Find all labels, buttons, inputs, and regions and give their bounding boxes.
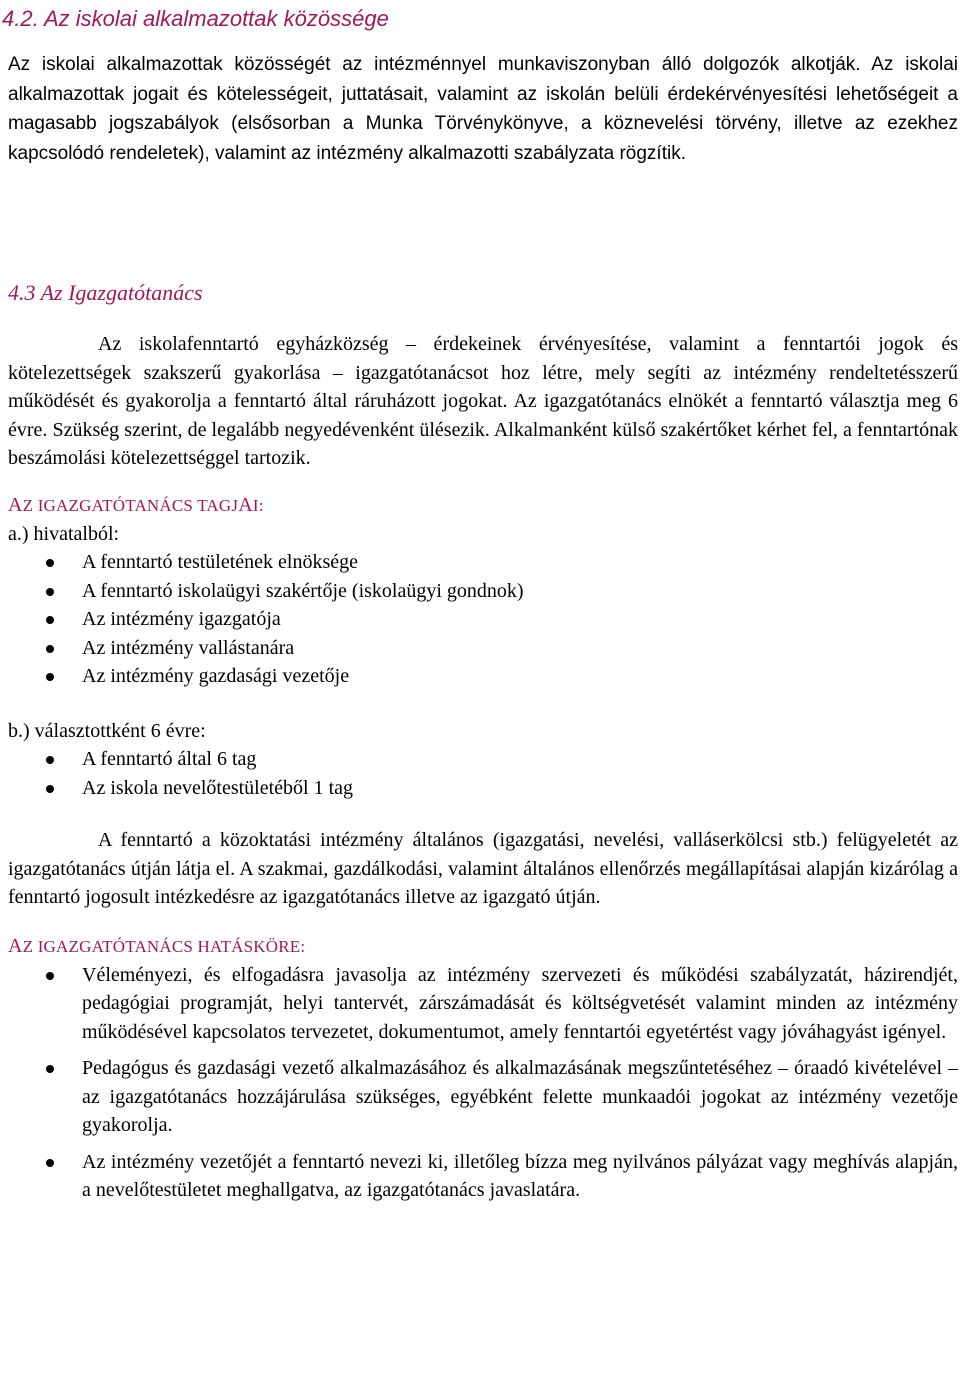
powers-heading-end: : bbox=[300, 936, 306, 956]
bullet-icon bbox=[46, 972, 54, 980]
group-b-list bbox=[8, 745, 958, 802]
members-heading-last-cap: A bbox=[238, 493, 253, 516]
section-4-2-paragraph: Az iskolai alkalmazottak közösségét az intézménnyel munkaviszonyban álló dolgozók alkotják. Az iskolai alkalmazottak jogait és kötelességeit, juttatásait, valamint az iskolán belüli érdekérvényesítési lehetőségeit a magasabb jogszabályok (elsősorban a Munka Törvénykönyve, a köznevelési törvény, illetve az ezekhez kapcsolódó rendeletek), valamint az intézmény alkalmazotti szabályzata rögzítik. bbox=[8, 54, 958, 164]
list-item bbox=[8, 577, 958, 606]
powers-heading-first: A bbox=[8, 934, 23, 957]
list-item bbox=[8, 662, 958, 691]
powers-heading bbox=[8, 934, 958, 959]
list-item-text: A fenntartó által 6 tag bbox=[82, 748, 257, 770]
section-4-2-title: 4.2. Az iskolai alkalmazottak közössége bbox=[2, 6, 389, 31]
bullet-icon bbox=[46, 588, 54, 596]
bullet-icon bbox=[46, 673, 54, 681]
bullet-icon bbox=[46, 616, 54, 624]
list-item-text: A fenntartó testületének elnöksége bbox=[82, 551, 359, 573]
list-item-text: Az intézmény vallástanára bbox=[82, 636, 295, 659]
bullet-icon bbox=[46, 645, 54, 653]
members-heading-rest: Z IGAZGATÓTANÁCS TAGJ bbox=[22, 495, 239, 515]
members-heading-first: A bbox=[8, 493, 23, 516]
list-item-text: Az intézmény igazgatója bbox=[82, 608, 281, 630]
members-heading-end: I: bbox=[252, 495, 264, 515]
bullet-icon bbox=[46, 559, 54, 567]
list-item-text: Az intézmény vezetőjét a fenntartó nevezi ki, illetőleg bízza meg nyilvános pályázat vagy meghívás alapján, a nevelőtestületet meghallgatva, az igazgatótanács javaslatára. bbox=[82, 1150, 958, 1201]
supervision-paragraph: A fenntartó a közoktatási intézmény általános (igazgatási, nevelési, valláserkölcsi stb.) felügyeletét az igazgatótanács útján látja el. A szakmai, gazdálkodási, valamint általános ellenőrzés megállapításai alapján kizárólag a fenntartó jogosult intézkedésre az igazgatótanács illetve az igazgató útján. bbox=[8, 829, 958, 908]
powers-list bbox=[8, 961, 958, 1205]
section-4-3-title: 4.3 Az Igazgatótanács bbox=[8, 280, 203, 305]
list-item-text: Véleményezi, és elfogadásra javasolja az intézmény szervezeti és működési szabályzatát, házirendjét, pedagógiai programját, helyi tantervét, zárszámadását és költségvetését valamint minden az intézmény működésével kapcsolatos tervezetet, dokumentumot, amely fenntartói egyetértést vagy jóváhagyást igényel. bbox=[82, 963, 958, 1043]
list-item bbox=[8, 774, 958, 803]
list-item-text: Az iskola nevelőtestületéből 1 tag bbox=[82, 776, 354, 799]
group-a-label: a.) hivatalból: bbox=[8, 522, 120, 545]
list-item bbox=[8, 1148, 958, 1205]
list-item bbox=[8, 1054, 958, 1140]
list-item bbox=[8, 745, 958, 774]
members-heading bbox=[8, 493, 958, 518]
list-item-text: A fenntartó iskolaügyi szakértője (iskolaügyi gondnok) bbox=[82, 579, 524, 602]
list-item bbox=[8, 961, 958, 1047]
list-item bbox=[8, 605, 958, 634]
list-item-text: Pedagógus és gazdasági vezető alkalmazásához és alkalmazásának megszűntetéséhez – óraadó kivételével – az igazgatótanács hozzájárulása szükséges, egyébként felette munkaadói jogokat az intézmény vezetője gyakorolja. bbox=[82, 1057, 958, 1136]
document-page bbox=[2, 0, 958, 1205]
bullet-icon bbox=[46, 1065, 54, 1073]
bullet-icon bbox=[46, 785, 54, 793]
bullet-icon bbox=[46, 1159, 54, 1167]
section-4-3-paragraph: Az iskolafenntartó egyházközség – érdekeinek érvényesítése, valamint a fenntartói jogok és kötelezettségek szakszerű gyakorlása – igazgatótanácsot hoz létre, mely segíti az intézmény rendeltetésszerű működését és gyakorolja a fenntartó által ráruházott jogokat. Az igazgatótanács elnökét a fenntartó választja meg 6 évre. Szükség szerint, de legalább negyedévenként ülésezik. Alkalmanként külső szakértőket kérhet fel, a fenntartónak beszámolási kötelezettséggel tartozik. bbox=[8, 333, 958, 469]
powers-heading-rest: Z IGAZGATÓTANÁCS HATÁSKÖRE bbox=[22, 936, 301, 956]
list-item-text: Az intézmény gazdasági vezetője bbox=[82, 665, 350, 687]
group-b-label: b.) választottként 6 évre: bbox=[8, 719, 206, 742]
group-a-list bbox=[8, 548, 958, 691]
list-item bbox=[8, 634, 958, 663]
bullet-icon bbox=[46, 756, 54, 764]
list-item bbox=[8, 548, 958, 577]
